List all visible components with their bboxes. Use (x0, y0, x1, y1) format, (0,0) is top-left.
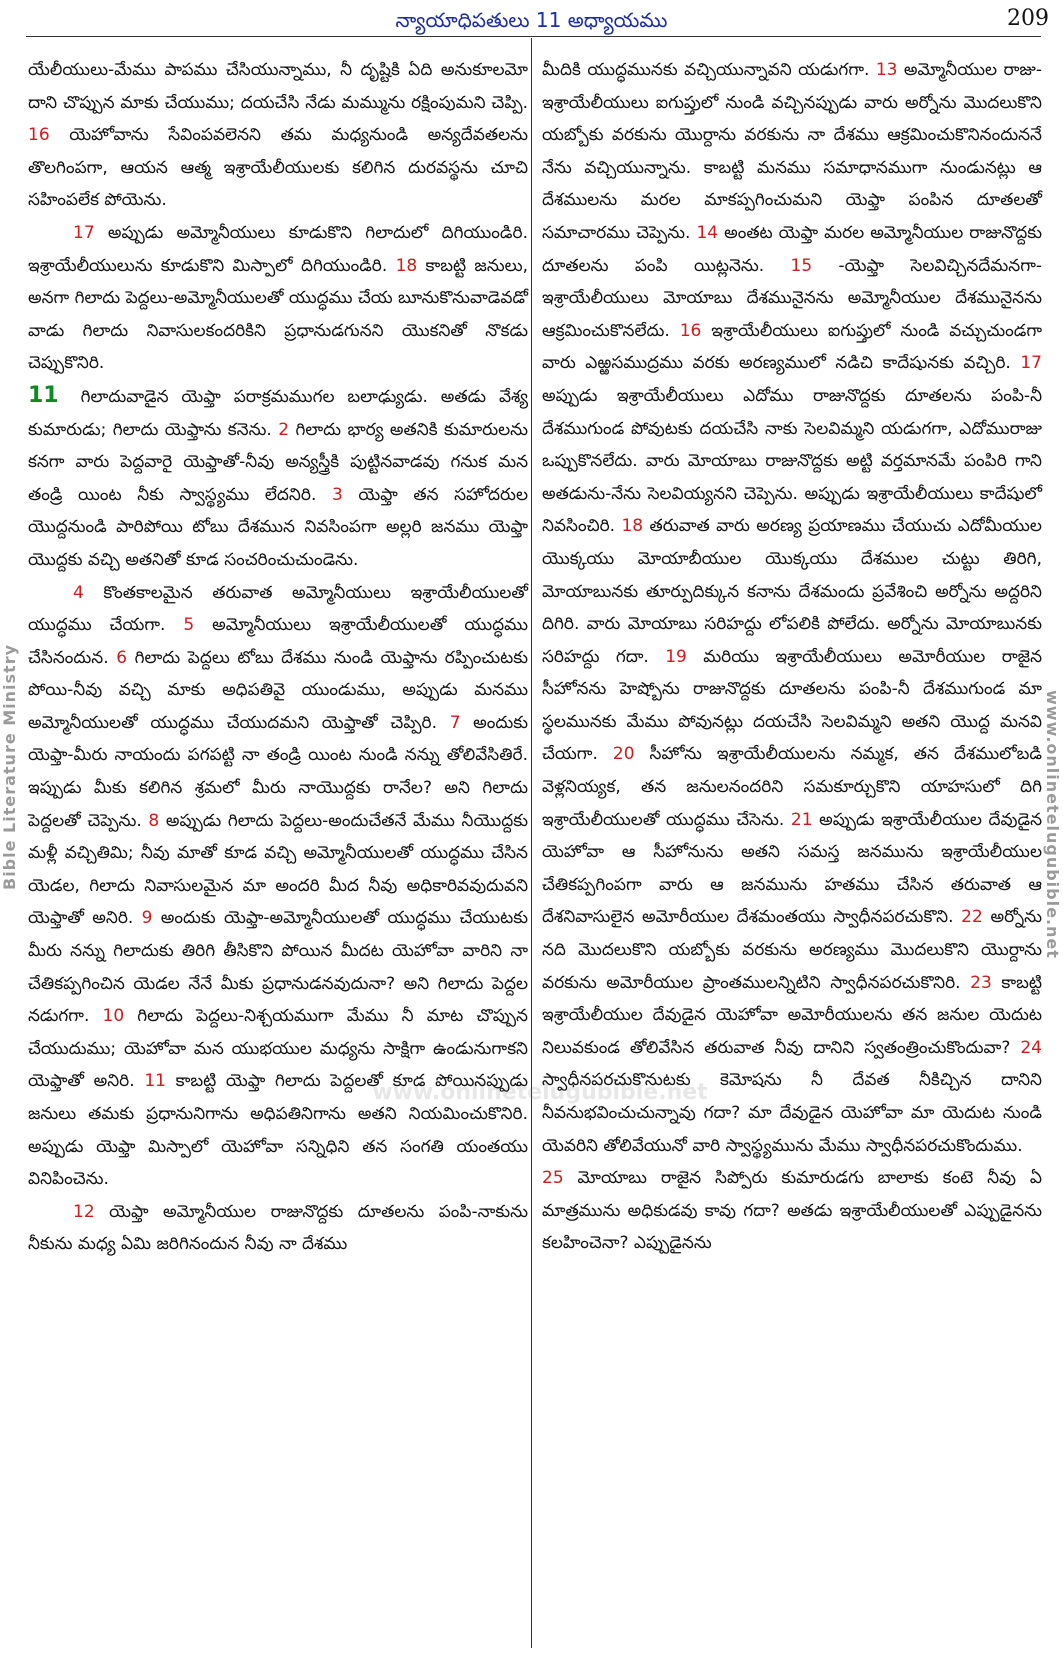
verse-number: 13 (875, 60, 898, 80)
chapter-start-number: 11 (28, 382, 59, 408)
verse-number: 2 (278, 419, 290, 440)
paragraph: 25 మోయాబు రాజైన సిప్పోరు కుమారుడగు బాలాకు కంటె నీవు ఏ మాత్రమును అధికుడవు కావు గదా? అతడు ఇశ్రాయేలీయులతో ఎప్పుడైనను కలహించెనా? ఎప్పుడైనను (542, 1168, 1042, 1254)
paragraph: 17 అప్పుడు అమ్మోనీయులు కూడుకొని గిలాదులో దిగియుండిరి. ఇశ్రాయేలీయులును కూడుకొని మిస్పాలో దిగియుండిరి. 18 కాబట్టి జనులు, అనగా గిలాదు పెద్దలు-అమ్మోనీయులతో యుద్ధము చేయ బూనుకొనువాడెవడో వాడు గిలాదు నివాసులకందరికిని ప్రధానుడగునని యొకనితో నొకడు చెప్పుకొనిరి. (28, 222, 529, 374)
verse-number: 18 (395, 255, 418, 276)
running-header (0, 8, 1063, 37)
verse-number: 5 (183, 615, 195, 636)
left-column (28, 54, 528, 1261)
verse-number: 24 (1020, 1037, 1042, 1058)
page-header (0, 0, 1063, 36)
verse-number: 15 (790, 255, 813, 276)
verse-number: 3 (331, 484, 343, 505)
verse-number: 20 (612, 744, 635, 765)
verse-number: 16 (679, 320, 702, 341)
chapter-number: 11 (535, 8, 562, 32)
verse-number: 21 (790, 809, 813, 830)
verse-number: 14 (696, 222, 719, 243)
verse-number: 4 (73, 582, 84, 603)
verse-number: 16 (28, 125, 50, 146)
chapter-word: అధ్యాయము (567, 8, 668, 32)
verse-number: 7 (449, 712, 461, 733)
verse-number: 6 (116, 647, 128, 668)
paragraph: 11 గిలాదువాడైన యెఫ్తా పరాక్రమముగల బలాఢ్యుడు. అతడు వేశ్య కుమారుడు; గిలాదు యెఫ్తాను కనెను. 2 గిలాదు భార్య అతనికి కుమారులను కనగా వారు పెద్దవారై యెఫ్తాతో-నీవు అన్యస్త్రీకి పుట్టినవాడవు గనుక మన తండ్రి యింట నీకు స్వాస్థ్యము లేదనిరి. 3 యెఫ్తా తన సహోదరుల యొద్దనుండి పారిపోయి టోబు దేశమున నివసింపగా అల్లరి జనము యెఫ్తా యొద్దకు వచ్చి అతనితో కూడ సంచరించుచుండెను. (28, 382, 528, 570)
watermark: www.onlinetelugubible.net (372, 1080, 708, 1105)
verse-number: 22 (961, 907, 983, 928)
ministry-label: Bible Literature Ministry (0, 643, 19, 890)
verse-number: 12 (73, 1201, 95, 1222)
header-rule (26, 36, 1041, 37)
verse-number: 17 (73, 222, 95, 243)
verse-number: 10 (102, 1006, 125, 1027)
verse-number: 23 (970, 972, 992, 993)
verse-number: 17 (1020, 353, 1042, 374)
verse-number: 9 (141, 908, 153, 929)
verse-number: 19 (665, 646, 687, 667)
verse-number: 11 (144, 1071, 166, 1092)
page-number: 209 (1007, 6, 1049, 31)
verse-number: 8 (148, 810, 160, 831)
column-divider (531, 38, 532, 1648)
website-label: www.onlinetelugubible.net (1043, 690, 1062, 959)
right-column (542, 54, 1042, 1260)
verse-number: 25 (542, 1168, 564, 1189)
paragraph: 4 కొంతకాలమైన తరువాత అమ్మోనీయులు ఇశ్రాయేలీయులతో యుద్ధము చేయగా. 5 అమ్మోనీయులు ఇశ్రాయేలీయులతో యుద్ధము చేసినందున. 6 గిలాదు పెద్దలు టోబు దేశము నుండి యెఫ్తాను రప్పించుటకు పోయి-నీవు వచ్చి మాకు అధిపతివై యుండుము, అప్పుడు మనము అమ్మోనీయులతో యుద్ధము చేయుదమని యెఫ్తాతో చెప్పిరి. 7 అందుకు యెఫ్తా-మీరు నాయందు పగపట్టి నా తండ్రి యింట నుండి నన్ను తోలివేసితిరే. ఇప్పుడు మీకు కలిగిన శ్రమలో మీరు నాయొద్దకు రానేల? అని గిలాదు పెద్దలతో చెప్పెను. 8 అప్పుడు గిలాదు పెద్దలు-అందుచేతనే మేము నీయొద్దకు మళ్లీ వచ్చితిమి; నీవు మాతో కూడ వచ్చి అమ్మోనీయులతో యుద్ధము చేసిన యెడల, గిలాదు నివాసులమైన మా అందరి మీద నీవు అధికారివవుదువని యెఫ్తాతో అనిరి. 9 అందుకు యెఫ్తా-అమ్మోనీయులతో యుద్ధము చేయుటకు మీరు నన్ను గిలాదుకు తిరిగి తీసికొని పోయిన మీదట యెహోవా వారిని నా చేతికప్పగించిన యెడల నేనే మీకు ప్రధానుడనవుదునా? అని గిలాదు పెద్దల నడుగగా. 10 గిలాదు పెద్దలు-నిశ్చయముగా మేము నీ మాట చొప్పున చేయుదుము; యెహోవా మన యుభయుల మధ్యను సాక్షిగా ఉండునుగాకని యెఫ్తాతో అనిరి. 11 కాబట్టి యెఫ్తా గిలాదు పెద్దలతో కూడ పోయినప్పుడు జనులు తమకు ప్రధానునిగాను అధిపతినిగాను అతని నియమించుకొనిరి. అప్పుడు యెఫ్తా మిస్పాలో యెహోవా సన్నిధిని తన సంగతి యంతయు వినిపించెను. (28, 582, 529, 1190)
book-name: న్యాయాధిపతులు (395, 8, 530, 32)
paragraph: యేలీయులు-మేము పాపము చేసియున్నాము, నీ దృష్టికి ఏది అనుకూలమో దాని చొప్పున మాకు చేయుము; దయచేసి నేడు మమ్మును రక్షింపుమని చెప్పి. 16 యెహోవాను సేవింపవలెనని తమ మధ్యనుండి అన్యదేవతలను తొలగింపగా, ఆయన ఆత్మ ఇశ్రాయేలీయులకు కలిగిన దురవస్థను చూచి సహింపలేక పోయెను. (28, 60, 528, 211)
verse-number: 18 (621, 516, 644, 537)
paragraph: 12 యెఫ్తా అమ్మోనీయుల రాజునొద్దకు దూతలను పంపి-నాకును నీకును మధ్య ఏమి జరిగినందున నీవు నా దేశము (28, 1201, 528, 1255)
paragraph: మీదికి యుద్ధమునకు వచ్చియున్నావని యడుగగా. 13 అమ్మోనీయుల రాజు-ఇశ్రాయేలీయులు ఐగుప్తులో నుండి వచ్చినప్పుడు వారు అర్నోను మొదలుకొని యబ్బోకు వరకును యొర్దాను వరకును నా దేశము ఆక్రమించుకొనినందుననే నేను వచ్చియున్నాను. కాబట్టి మనము సమాధానముగా నుండునట్లు ఆ దేశములను మరల మాకప్పగించుమని యెఫ్తా పంపిన దూతలతో సమాచారము చెప్పెను. 14 అంతట యెఫ్తా మరల అమ్మోనీయుల రాజునొద్దకు దూతలను పంపి యిట్లనెను. 15 -యెఫ్తా సెలవిచ్చినదేమనగా-ఇశ్రాయేలీయులు మోయాబు దేశమునైనను అమ్మోనీయుల దేశమునైనను ఆక్రమించుకొనలేదు. 16 ఇశ్రాయేలీయులు ఐగుప్తులో నుండి వచ్చుచుండగా వారు ఎఱ్ఱసముద్రము వరకు అరణ్యములో నడిచి కాదేషునకు వచ్చిరి. 17 అప్పుడు ఇశ్రాయేలీయులు ఎదోము రాజునొద్దకు దూతలను పంపి-నీ దేశముగుండ పోవుటకు దయచేసి నాకు సెలవిమ్మని యడుగగా, ఎదోమురాజు ఒప్పుకొనలేదు. వారు మోయాబు రాజునొద్దకు అట్టి వర్తమానమే పంపిరి గాని అతడును-నేను సెలవియ్యనని చెప్పెను. అప్పుడు ఇశ్రాయేలీయులు కాదేషులో నివసించిరి. 18 తరువాత వారు అరణ్య ప్రయాణము చేయుచు ఎదోమీయుల యొక్కయు మోయాబీయుల యొక్కయు దేశముల చుట్టు తిరిగి, మోయాబునకు తూర్పుదిక్కున కనాను దేశమందు ప్రవేశించి అర్నోను అద్దరిని దిగిరి. వారు మోయాబు సరిహద్దు లోపలికి పోలేదు. అర్నోను మోయాబునకు సరిహద్దు గదా. 19 మరియు ఇశ్రాయేలీయులు అమోరీయుల రాజైన సీహోనను హెష్బోను రాజునొద్దకు దూతలను పంపి-నీ దేశముగుండ మా స్థలమునకు మేము పోవునట్లు దయచేసి సెలవిమ్మని అతని యొద్ద మనవి చేయగా. 20 సీహోను ఇశ్రాయేలీయులను నమ్మక, తన దేశములోబడి వెళ్లనియ్యక, తన జనులనందరిని సమకూర్చుకొని యాహసులో దిగి ఇశ్రాయేలీయులతో యుద్ధము చేసెను. 21 అప్పుడు ఇశ్రాయేలీయుల దేవుడైన యెహోవా ఆ సీహోనును అతని సమస్త జనమును ఇశ్రాయేలీయుల చేతికప్పగింపగా వారు ఆ జనమును హతము చేసిన తరువాత ఆ దేశనివాసులైన అమోరీయుల దేశమంతయు స్వాధీనపరచుకొని. 22 అర్నోను నది మొదలుకొని యబ్బోకు వరకును అరణ్యము మొదలుకొని యొర్దాను వరకును అమోరీయుల ప్రాంతములన్నిటిని స్వాధీనపరచుకొనిరి. 23 కాబట్టి ఇశ్రాయేలీయుల దేవుడైన యెహోవా అమోరీయులను తన జనుల యెదుట నిలువకుండ తోలివేసిన తరువాత నీవు దానిని స్వతంత్రించుకొందువా? 24 స్వాధీనపరచుకొనుటకు కెమోషను నీ దేవత నీకిచ్చిన దానిని నీవనుభవించుచున్నావు గదా? మా దేవుడైన యెహోవా మా యెదుట నుండి యెవరిని తోలివేయునో వారి స్వాస్థ్యమును మేము స్వాధీనపరచుకొందుము. (542, 60, 1043, 1156)
